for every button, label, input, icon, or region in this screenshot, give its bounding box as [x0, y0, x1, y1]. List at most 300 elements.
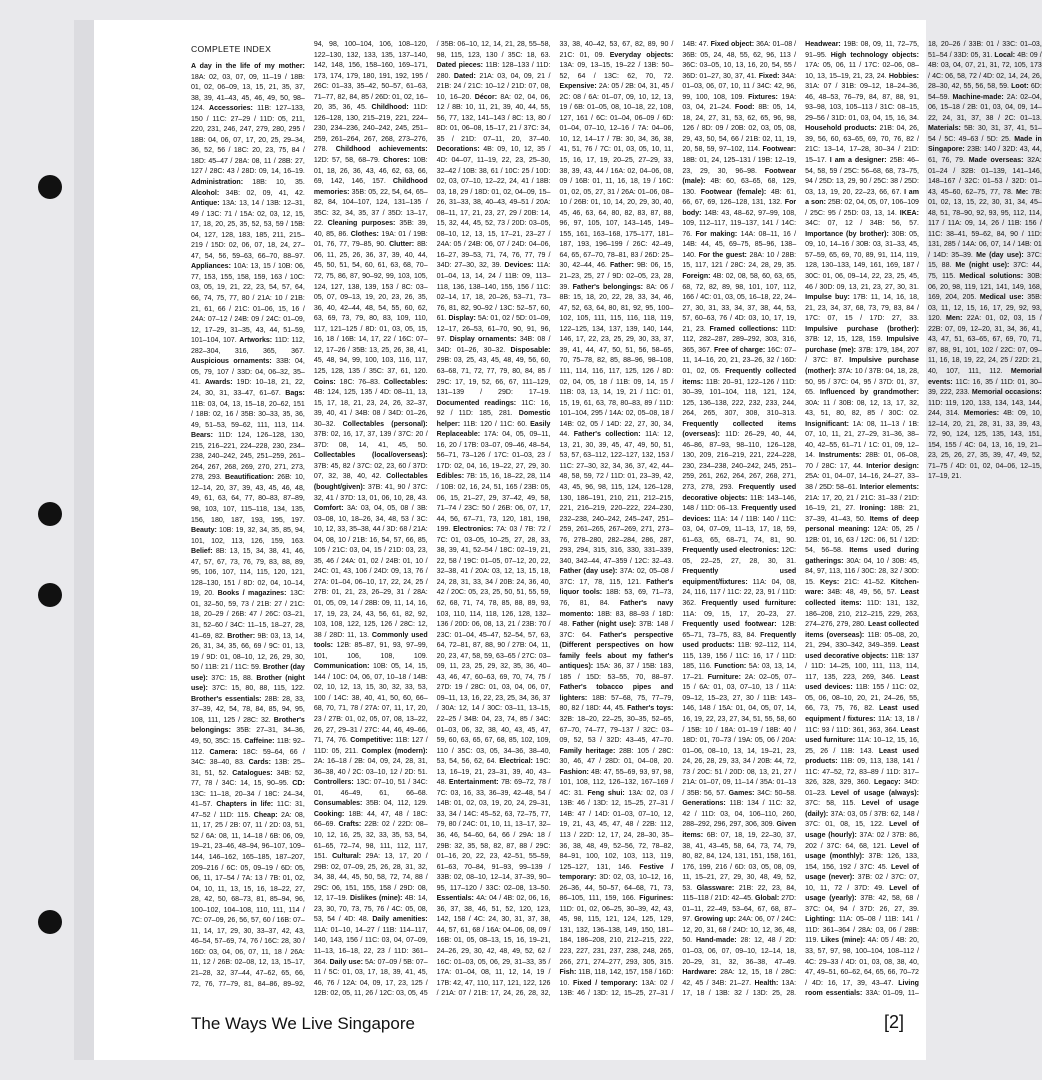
index-refs: 6B: 07, 18, 19, 22–30, 37, 38, 41, 43–45, 58, 64, 73, 74, 79, 80, 82, 84, 124, 131, 151, 158, 161, 176, 199, 216 / 6D: 03, 05, 08, 09, 11, 15–21, 27, 29, 30, 48, 49, 52, 53. — [682, 832, 797, 892]
index-refs: 36A: 01–08 / 36B: 05, 24, 48, 55, 62, 96, 113 / 36C: 03–05, 10, 13, 16, 20, 54, 55 / 36D: 01–27, 30, 37, 41. — [682, 41, 797, 80]
index-entry — [191, 179, 305, 186]
index-term: I am a designer: — [829, 157, 887, 165]
index-refs: 13C: 01, 32–50, 59, 73 / 21B: 27 / 21C: 18, 20–29 / 26B: 47 / 26C: 03–21, 31, 52–60 / 34C: 11–15, 18–27, 28, 41–69, 82. — [191, 590, 305, 640]
index-term: Least used devices: — [805, 673, 919, 692]
index-term: Living room essentials: — [805, 979, 919, 998]
index-term: Importance (by brother): — [805, 230, 889, 238]
index-refs: 23B: 140 / 32D: 43, 44, 61, 76, 79. — [927, 146, 1042, 165]
index-refs: 21B: 04, 26, 39, 56, 60, 63–65, 69, 70, 76, 82 / 21C: 13–14, 17–28, 30–34 / 21D: 15–17. — [805, 125, 919, 165]
index-term: Framed collections: — [709, 325, 778, 333]
index-term: Me: — [1015, 188, 1029, 196]
index-entry — [559, 83, 673, 269]
index-refs: 11C: 16, 35 / 11D: 01, 30–39, 222, 233. — [927, 378, 1042, 397]
index-term: Legacy: — [873, 779, 901, 787]
index-refs: 11B: 143–146, 148 / 11D: 06–13. — [682, 494, 797, 513]
index-refs: 7B: 01, 02, 13, 15, 22, 30, 31, 34, 45–48, 51, 78–90, 92, 93, 95, 112, 114, 117 / 11A: 09, 14, 26 / 11B: 156 / 11C: 38–41, 59–62, 84, 90 / 11D: 131, 285 / 14A: 06, 07, 14 / 14B: 01 / 14D: 35–39. — [927, 188, 1042, 259]
index-refs: 33B: 04, 05, 79, 107 / 33D: 04, 06–32, 35–41. — [191, 358, 305, 387]
index-term: Least collected items (overseas): — [805, 621, 919, 639]
index-refs: 11A: 01–04, 13, 14, 24 / 11B: 09, 113–118, 136, 138–140, 155, 156 / 11C: 02–14, 17, 18, 20–26, 53–71, 73–76, 81, 82, 90–92 / 13C: 52–57, 60, 61. — [436, 262, 551, 323]
index-term: Headwear: — [805, 41, 841, 48]
index-term: Footwear (female): — [700, 188, 767, 196]
index-refs: 18B: 83, 88–93 / 18D: 48. — [559, 610, 674, 629]
index-term: Least collected items: — [805, 589, 919, 607]
index-refs: 5B: 30, 31, 37, 41, 51–54 / 5C: 49–63 / 5D: 25. — [927, 125, 1042, 143]
index-refs: 5A: 07–09 / 5B: 07–11 / 5C: 01, 03, 17, 18, 39, 41, 45, 46, 76 / 12A: 04, 09, 17, 23, 125 / 12B: 02, 05, 11, 26 / 12C: 03, 05, 45 / 35B: 06–10, 12, 14, 21, 28, 55–58, 98, 115, 123, 130 / 35C: 18, 63. — [313, 41, 551, 998]
index-entry — [191, 190, 305, 197]
index-term: Feng shui: — [587, 789, 625, 797]
index-refs: 24A: 06, 07 / 24C: 12, 20, 31, 68 / 24D: 10, 12, 36, 48, 50. — [682, 916, 797, 945]
page-title: COMPLETE INDEX — [191, 44, 272, 54]
index-term: Hardware: — [682, 969, 717, 977]
index-entry — [682, 368, 796, 417]
index-refs: 1A: 08, 11–13 / 1B: 07, 10, 11, 21, 27–29, 31–36, 38–40, 42–55, 61–71 / 1C: 01, 09, 12–14. — [805, 420, 919, 460]
index-term: Awards: — [204, 379, 233, 387]
index-refs: 34A: 01–03, 06, 07, 10, 11 / 34C: 42, 96, 99, 100, 108, 109. — [682, 72, 797, 101]
index-refs: 37C: 15, 88. — [927, 251, 1042, 270]
index-term: Father (day use): — [559, 568, 618, 576]
index-refs: 4B: 09, 10, 12, 35 / 4D: 04–07, 11–19, 22, 23, 25–30, 32–42 / 10B: 38, 61 / 10C: 25 / 10D: 02, 03, 07–10, 12–22, 24, 41 / 18B: 03, 18, 29 / 18D: 01, 02, 04–09, 15–26, 31–33, 38, 40–43, 49–51 / 20A: 08–11, 17, 21, 23, 27, 29 / 20B: 14, 15, 32, 44, 45, 52, 73 / 20D: 03–05, 08–10, 12, 13, 15, 17–21, 23–27 / 24A: 05 / 24B: 06, 07 / 24D: 04–06, 16–27, 39–53, 71, 74, 76, 77, 79 / 34D: 27–30, 32, 39. — [436, 146, 551, 270]
index-refs: 21A: 03, 04, 09, 21 / 21B: 24 / 21C: 10–12 / 21D: 07, 08, 10, 16–20. — [436, 72, 551, 101]
index-refs: 33A: 01–09, 11–18, 20–26 / 33B: 01 / 33C: 01–03, 51–54 / 33D: 05, 31. — [865, 41, 1042, 998]
index-term: Frequently collected items (overseas): — [682, 420, 797, 439]
index-term: Memorial occasions: — [971, 389, 1042, 397]
index-term: Hobbies: — [888, 72, 919, 80]
index-term: Level of usage (always): — [830, 789, 919, 797]
index-term: Brother's belongings: — [191, 716, 305, 735]
index-refs: 18B: 21, 37–39, 41–43, 50. — [805, 505, 919, 523]
index-term: Household products: — [805, 125, 877, 133]
index-refs: 13A: 09, 13–15, 19–22 / 13B: 50–52, 64 / 13C: 62, 70, 72. — [559, 62, 674, 80]
index-refs: 14A: 08–11, 16 / 14B: 44, 45, 69–75, 85–96, 138–140. — [682, 230, 797, 259]
index-refs: 13C: 07–10, 51 / 34C: 01, 46–49, 61, 66–68. — [313, 779, 428, 797]
index-refs: 11B: 20–91, 122–126 / 11D: 30–39, 101–104, 118, 121, 124, 125, 136–138, 222, 232, 233, 244, 264, 265, 307, 308, 310–313. — [682, 378, 797, 418]
index-term: Level of usage (daily): — [805, 800, 919, 818]
index-refs: 11B: 92–112, 114, 115, 139, 156 / 11C: 16, 17 / 11D: 185, 116. — [682, 642, 797, 671]
index-term: Least used products: — [805, 747, 919, 766]
index-refs: 18B: 44, 47, 48 / 18C: 66–69. — [313, 810, 428, 829]
index-refs: 11C: 31, 47–52 / 11D: 115. — [191, 801, 305, 819]
index-refs: 11A: 12, 13, 21, 30, 39, 45, 47, 49, 50, 51, 53, 57, 63–112, 122–127, 132, 153 / 11C: 27–30, 32, 34, 36, 37, 42, 44–48, 58, 59, 72 / 11D: 01, 23–39, 42, 43, 45, 96, 98, 115, 124, 126–128, 130, 186–191, 210, 211, 212–215, 221, 216–219, 220–222, 224–230, 232–238, 240–242, 245–247, 251–259, 261–265, 267–269, 271, 273–76, 278–280, 282–284, 286, 287, 293, 294, 315, 316, 330, 331–339, 340, 342–44, 47–359 / 12C: 32–43. — [559, 431, 674, 565]
index-refs: 4B: 02, 08, 58, 60, 63, 65, 68, 72, 82, 89, 98, 101, 107, 112, 166 / 4C: 01, 03, 05, 16–18, 22, 24–27, 30, 31, 33, 34, 37, 38, 44, 53, 57, 60–63, 76 / 4D: 03, 10, 17, 19, 21, 23. — [682, 273, 797, 333]
index-refs: 4B: 60, 63–65, 68, 129, 130. — [682, 178, 797, 196]
index-refs: 2A: 16–18 / 2B: 04, 09, 24, 28, 31, 36–38, 40 / 2C: 03–10, 12 / 2D: 51. — [313, 758, 428, 776]
index-refs: 37B: 45, 82 / 37C: 02, 23, 60 / 37D: 07, 32, 38, 40, 42. — [313, 462, 428, 481]
index-refs: 11C: 16, 92 / 11D: 185, 281. — [436, 399, 551, 418]
index-entry — [437, 779, 551, 891]
index-refs: 5A: 01, 02 / 5D: 01–09, 12–17, 26–53, 61–70, 90, 91, 96, 97. — [436, 315, 551, 344]
index-refs: 28B: 105 / 28C: 30, 46, 47 / 28D: 01, 04–08, 20. — [559, 747, 674, 766]
index-term: For the guest: — [698, 251, 747, 259]
index-refs: 12A: 05, 25 / 12B: 01, 16, 63 / 12C: 06, 51 / 12D: 54, 56–58. — [805, 526, 919, 555]
index-term: Games: — [728, 789, 755, 797]
index-refs: 4A: 05 / 4B: 20, 33, 57, 97, 98, 100–104, 108–112 / 4C: 29–33 / 4D: 01, 03, 08, 38, 40, 47, 49–51, 60–62, 64, 65, 66, 70–72 / 4D: 16, 17, 39, 43–47. — [805, 937, 919, 987]
index-refs: 4B: 09, 10, 12–14, 20, 21, 28, 31, 33, 39, 43, 72, 90, 124, 125, 135, 143, 151, 154, 155 / 4C: 04, 13, 16, 19, 21–23, 25, 26, 27, 35, 39, 47, 49, 52, 71–75 / 4D: 01, 02, 04–06, 12–15, 17–19, 21. — [927, 410, 1042, 481]
index-term: Ironing: — [859, 505, 886, 513]
index-term: Display ornaments: — [449, 336, 517, 344]
index-entry — [314, 505, 428, 639]
index-entry — [805, 294, 919, 322]
index-entry — [682, 821, 796, 891]
index-term: Foreign: — [682, 273, 711, 281]
index-entry — [314, 800, 428, 807]
index-term: Local: — [994, 51, 1016, 59]
index-entry — [314, 241, 428, 375]
index-refs: 7A: 03 / 7B: 72 / 7C: 01, 03–05, 10–25, 27, 28, 33, 38, 39, 41, 52–54 / 18C: 02–19, 21, 22, 58 / 19C: 01–05, 07–12, 20, 22, 32–38, 41 / 20A: 03, 12, 13, 15, 18, 24, 28, 31, 33, 34 / 20B: 24, 36, 40, 42 / 20C: 05, 23, 25, 50, 51, 55, 59, 62, 68, 71, 74, 78, 85, 88, 89, 93, 103, 110, 114, 118, 126, 128, 132–136 / 20D: 06, 08, 13, 21 / 23B: 70 / 23C: 01–04, 45–47, 52–54, 57, 63, 64, 72–81, 87, 88, 90 / 27B: 04, 11, 20, 23, 47, 58, 59, 63–65 / 27C: 03–09, 11, 23, 25, 29, 32, 35, 36, 40–43, 46, 47, 60–63, 69, 70, 74, 75 / 27D: 19 / 28C: 01, 03, 04, 06, 07, 09–11, 13, 16, 22, 23, 25, 34, 36, 37 / 30A: 12, 14 / 30C: 03–11, 13–15, 22–25 / 34B: 04, 23, 74, 85 / 34C: 01–03, 06, 32, 38, 40, 43, 45, 47, 59, 60, 63, 65, 67, 68, 85, 102, 109, 110 / 35C: 03, 05, 34–36, 38–40, 53, 54, 56, 62, 64. — [436, 526, 551, 766]
index-refs: 34B: 02, 09, 41, 42. — [225, 189, 305, 197]
index-entry — [820, 579, 886, 586]
index-term: Family heritage: — [559, 747, 616, 755]
index-refs: 17A: 05, 06, 11 / 17C: 02–06, 08–10, 13, 15–19, 21, 23, 24. — [805, 62, 919, 80]
index-refs: 11D: 112, 282–287, 289–292, 303, 316, 365, 367. — [682, 325, 797, 354]
index-term: Items of deep personal meaning: — [805, 515, 919, 534]
index-refs: 37B: 42, 58, 68 / 37C: 04, 94 / 37D: 26, 27, 39. — [805, 895, 919, 913]
index-term: Display: — [448, 315, 476, 323]
index-term: Cards: — [248, 759, 271, 767]
index-refs: 11B: 127–133, 150 / 11C: 27–29 / 11D: 05, 211, 220, 231, 246, 247, 279, 280, 295 / 18B: 04, 06, 07, 17, 20, 25, 29–34, 36, 52, 56 / 18C: 20, 23, 75, 84 / 18D: 45–47 / 28A: 08, 11 / 28B: 27, 127 / 28C: 43 / 28D: 09, 14, 16–19. — [191, 105, 305, 176]
index-term: Crafts: — [338, 821, 362, 829]
index-refs: 19C: 13, 16–19, 21, 23–31, 39, 40, 43–48. — [436, 758, 551, 787]
index-refs: 13C: 11–18, 20–34 / 18C: 24–34, 41–57. — [191, 790, 305, 809]
index-entry — [191, 263, 305, 344]
index-refs: 11B: 128–133 / 11D: 280. — [436, 62, 551, 80]
index-term: Complex (modern): — [361, 747, 428, 755]
index-refs: 4B: 61, 66, 67, 69, 126–128, 131, 132. — [682, 188, 797, 207]
index-term: Bears: — [191, 432, 213, 440]
index-term: Alcohol: — [191, 189, 220, 197]
index-refs: 8A: 06 / 8B: 15, 18, 20, 22, 28, 33, 34, 46, 47, 52, 63, 64, 80, 81, 92, 95, 100–102, 105, 111, 115, 116, 118, 119, 122–125, 134, 137, 139, 140, 144, 146, 17, 22, 23, 25, 29, 30, 33, 37, 39, 41, 44, 47, 50, 51, 56, 58–65, 70, 75–78, 82, 85, 88–96, 98–108, 111, 114, 116, 117, 125, 126 / 8D: 02, 04, 05, 18 / 11B: 09, 14, 15 / 11B: 03, 13, 14, 19, 21 / 11C: 01, 15, 19, 61, 63, 78, 80–83, 89 / 11D: 101–104, 295 / 14A: 02, 05–08, 18 / 14B: 02, 05 / 14D: 22, 27, 30, 34, 44. — [559, 283, 674, 439]
index-entry — [559, 632, 673, 681]
index-term: Frequently used electronics: — [682, 547, 779, 555]
index-refs: 30A: 04, 10 / 30B: 45, 84, 97, 113, 116 / 30C: 28, 32 / 30D: 15. — [805, 557, 919, 586]
index-term: Controllers: — [313, 779, 354, 787]
index-refs: 29B: 03, 25, 43, 45, 48, 49, 56, 60, 63–68, 71, 72, 77, 79, 80, 84, 85 / 29C: 17, 19, 52, 66, 67, 111–129, 131–139 / 29D: 17–19. — [436, 357, 551, 397]
index-term: Accessories: — [209, 105, 253, 113]
index-term: Electronics: — [453, 526, 494, 534]
index-entry — [191, 527, 305, 545]
index-refs: 6D: 54–59. — [927, 83, 1042, 101]
index-term: Clutter: — [389, 241, 415, 249]
index-refs: 11B: 134 / 11C: 32, 42 / 11D: 03, 04, 106–110, 260, 288–292, 296, 297, 306, 309. — [682, 800, 797, 829]
index-refs: 34C: 07, 12 / 34B: 56, 57. — [805, 220, 919, 228]
index-refs: 30A: 11 / 30B: 08, 12, 13, 17, 32, 43, 51, 80, 82, 85 / 30C: 02. — [805, 399, 919, 418]
index-refs: 8B: 06, 11, 25, 26, 36, 37, 39, 40, 44, 45, 50, 51, 54, 60, 61, 63, 68, 70–72, 75, 86, 87, 90–92, 99, 103, 105, 124, 127, 138, 139, 153 / 8C: 03–05, 07, 09–13, 19, 20, 23, 26, 35, 36, 40, 42–44, 48, 54, 55, 60, 62, 63, 69, 73, 79, 80, 83, 109, 110, 117, 121–125 / 8D: 01, 03, 05, 15, 16, 18 / 16B: 14, 17, 22 / 16C: 07–12, 17–26 / 35B: 13, 25, 26, 38, 41, 45, 48, 94, 99, 100, 103, 116, 117, 125, 128, 135 / 35C: 37, 61, 120. — [313, 241, 428, 375]
index-entries — [191, 40, 1042, 1000]
index-refs: 34C: 50–58. — [757, 789, 797, 797]
index-refs: 37C: 15, 80, 88, 115, 122. — [212, 685, 305, 693]
index-refs: 22A: 01, 02, 03, 15 / 22B: 07, 09, 12–20, 31, 34, 36, 41, 43, 47, 51, 63–65, 67, 69, 70, 71, 87, 88, 91, 101, 102 / 22C: 07, 09–11, 16, 18, 19, 22, 24, 25 / 22D: 21, 40, 107, 111, 112. — [927, 315, 1042, 375]
index-refs: 16C: 07–11, 14–16, 20, 21, 23–26, 32 / 16D: 01, 02, 05. — [682, 346, 797, 375]
index-entry — [559, 790, 673, 871]
index-term: Level of usage (never): — [805, 863, 919, 882]
index-refs: 26B: 10, 12–14, 20, 37, 39, 43, 45, 46, 48, 49, 61, 63, 64, 77, 80–83, 87–89, 98, 103, 107, 115–118, 134, 135, 156, 180, 187, 193, 195, 197. — [191, 474, 305, 524]
index-entry — [682, 273, 796, 333]
index-term: Impulsive purchase (mother): — [805, 357, 919, 375]
index-term: Figurines: — [639, 895, 674, 903]
index-refs: 11B: 127 / 11D: 05, 211. — [313, 737, 428, 755]
index-refs: 37B: 126, 133, 154, 156, 192 / 37C: 45. — [805, 853, 919, 871]
binder-hole — [38, 175, 62, 199]
index-term: Auspicious ornaments: — [191, 358, 272, 366]
index-refs: 12B: 65–71, 73–75, 83, 84. — [682, 621, 797, 639]
index-term: Administration: — [191, 179, 244, 187]
index-refs: 2A: 02–04, 06, 15–18 / 2B: 01, 03, 04, 09, 14–22, 24, 31, 37, 38 / 2C: 01–13. — [927, 93, 1042, 122]
index-term: High technology objects: — [830, 51, 919, 59]
index-term: Interior elements: — [859, 483, 919, 491]
index-term: Least used equipment / fixtures: — [805, 705, 919, 723]
index-refs: 21B: 22, 23, 84, 115–118 / 21D: 42–45. — [682, 884, 797, 903]
index-refs: 18B: 53, 69, 71–73, 76, 81, 84. — [559, 589, 674, 607]
index-term: Hand-made: — [695, 937, 737, 945]
index-refs: 11B: 05–08, 20, 21, 294, 330–342, 349–359. — [805, 631, 919, 650]
index-refs: 28A: 10 / 28B: 15, 117, 121 / 28C: 24, 28, 29, 35. — [682, 251, 797, 270]
index-term: Antique: — [191, 200, 220, 208]
index-refs: 11A: 09, 15, 17, 20–23, 27. — [682, 610, 797, 618]
index-refs: 25B: 46–54, 58, 59 / 25C: 56–68, 68, 73–75, 94 / 25D: 13, 29, 90 / 25C: 38 / 25D: 03, 13, 19, 20, 22–23, 66, 67. — [805, 157, 919, 196]
index-refs: 10A: 13, 15 / 10B: 06, 77, 153, 155, 158, 159, 163 / 10C: 03, 05, 19, 21, 22, 23, 54, 57, 64, 66, 74, 75, 77, 80 / 21A: 10 / 21B: 21, 61, 66 / 21C: 01–06, 15, 16 / 24A: 07–12 / 24B: 09 / 24C: 01–09, 12, 17–29, 31–35, 43, 44, 51–59, 101–104, 107. — [191, 263, 305, 345]
index-term: Cultural: — [332, 853, 362, 861]
index-refs: 2A: 08, 11, 17, 25 / 2B: 07, 11 / 2D: 03, 51, 52 / 6A: 08, 11, 14–18 / 6B: 06, 09, 19–21, 23–46, 48–94, 96–107, 109–144, 146–162, 165–185, 187–207, 209–216 / 6C: 05, 09–19 / 6D: 05, 06, 11, 17–54 / 7A: 13 / 7B: 01, 02, 04, 10, 11, 13, 15, 16, 18–22, 27, 28, 42, 50, 68–73, 81, 85–94, 96, 100–102, 104–108, 110, 111, 114 / 7C: 07–09, 26, 56, 57, 60 / 16B: 07–11, 14, 17, 29, 30, 33–37, 42, 43, 46–54, 57–69, 74, 76 / 16C: 28, 30 / 16D: 03, 04, 06, 07, 11, 18 / 26A: 11, 12 / 26B: 02–08, 12, 13, 15–17, 21–28, 32, 37–44, 47–62, 65, 66, 72, 76, 77–79, 81, 84–86, 89–92, 94, 98, 100–104, 106, 108–120, 122–130, 132, 133, 135, 137–140, 142, 148, 156, 158–160, 169–171, 173, 174, 179, 180, 191, 192, 195 / 26C: 01–33, 35–42, 50–57, 61–63, 71–77, 82, 84, 85 / 26D: 01, 02, 16–20, 35, 36, 45. — [191, 41, 428, 988]
index-term: Father: — [609, 262, 634, 270]
index-refs: 35B: 03, 11, 12, 15, 16, 17, 29, 92, 93, 120. — [927, 294, 1042, 323]
index-refs: 12B: 85–87, 91, 93, 97–99, 101, 106, 108, 109. — [313, 642, 428, 660]
index-term: Beauty: — [191, 527, 217, 535]
index-refs: 11D: 01, 02, 06–25, 30–39, 42, 43, 45, 98, 115, 121, 124, 125, 129, 131, 132, 136–138, 149, 150, 181–184, 186–208, 210, 212–215, 222, 223, 227, 231, 237, 238, 248, 265, 266, 271, 274–277, 293, 305, 315. — [559, 905, 674, 966]
index-entry — [682, 600, 796, 618]
index-refs: 37C: 44, 75, 115. — [927, 262, 1042, 281]
index-term: Edibles: — [436, 473, 465, 481]
index-term: Frequently collected items: — [682, 367, 797, 386]
index-term: A day in the life of my mother: — [191, 63, 305, 70]
index-entry — [437, 94, 551, 143]
index-refs: 15A: 36, 37 / 15B: 183, 185 / 15D: 53–55, 70, 88–97. — [559, 663, 674, 681]
index-entry — [314, 379, 380, 386]
index-entry — [682, 189, 796, 207]
index-term: Given items: — [682, 821, 797, 840]
index-term: IKEA: — [899, 209, 919, 217]
index-term: Impulse buy: — [805, 294, 850, 302]
index-entry — [682, 674, 796, 797]
index-refs: 37B: 02 / 37C: 07, 10, 11, 72 / 37D: 49. — [805, 874, 919, 892]
index-columns — [191, 40, 1042, 1000]
index-refs: 3A: 03, 04, 05, 08 / 3B: 03–08, 10, 18–26, 34, 48, 53 / 3C: 10, 12, 33, 35–38, 44 / 3D: 68 / 21A: 04, 08, 10 / 21B: 16, 54, 57, 66, 85, 105 / 21C: 03, 04, 15 / 21D: 03, 23, 35, 46 / 24A: 01, 02 / 24B: 01, 10 / 24C: 01, 43, 106 / 24D: 09, 13, 76 / 27A: 01–04, 06–10, 17, 22, 24, 25 / 27B: 01, 21, 23, 26–29, 31 / 28A: 01, 05, 09, 14 / 28B: 09, 11, 14, 16, 17, 19, 23, 24, 43, 56, 61, 82, 92, 103, 108, 122, 125, 126 / 28C: 12, 38 / 28D: 11, 13. — [313, 505, 428, 639]
index-term: Caffeine: — [244, 738, 275, 745]
index-refs: 37A: 03, 05 / 37B: 62, 148 / 37C: 01, 08, 15, 122. — [805, 810, 919, 829]
index-term: Festive / temporary: — [559, 863, 674, 882]
index-term: Father's liquor tools: — [559, 578, 674, 597]
index-entry — [682, 937, 796, 965]
index-term: Father's navy momento: — [559, 599, 674, 618]
index-refs: 10B: 05, 14, 15, 144 / 10C: 04, 06, 07, 10–18 / 14B: 02, 10, 12, 13, 15, 30, 32, 33, 53, 100 / 14C: 38, 40, 41, 50, 60, 66–68, 70, 71, 78 / 27A: 07, 11, 17, 20, 23 / 27B: 01, 02, 05, 07, 08, 13–22, 26, 27, 29–31 / 27C: 44, 46, 49–66, 71, 74, 76. — [313, 663, 428, 745]
index-entry — [437, 473, 551, 533]
index-refs: 14B: 43, 48–62, 97–99, 108, 109, 112–117, 119–137, 141 / 14C: 76. — [682, 209, 797, 238]
index-term: I am a son: — [805, 188, 919, 207]
index-refs: 18B: 10, 35. — [252, 179, 305, 187]
index-refs: 34B: 48, 49, 56, 57. — [827, 589, 897, 597]
index-refs: 30B: 06, 20, 98, 119, 121, 141, 149, 168, 169, 204, 205. — [927, 273, 1042, 302]
index-term: Cheap: — [253, 811, 278, 819]
index-term: Men: — [945, 315, 963, 323]
index-term: Childhood: — [371, 104, 409, 112]
index-term: Artworks: — [239, 337, 273, 345]
index-term: Childhood achievements: — [335, 146, 428, 154]
index-refs: 13A: 02 / 13B: 46 / 13D: 12, 15–25, 27–31 / 14B: 47. — [559, 41, 709, 998]
index-refs: 37B: 148 / 37C: 64. — [559, 621, 674, 639]
index-refs: 4B: 124, 125, 135 / 4D: 08–11, 13, 15, 17, 18, 21, 23, 24, 26, 32–37, 39, 40, 41 / 34B: 08 / 34D: 01–26, 30–32. — [313, 389, 428, 428]
index-refs: 25B: 02, 04, 05, 07, 106–109 / 25C: 95 / 25D: 03, 13, 14. — [805, 199, 919, 217]
index-term: Fashion: — [559, 768, 589, 776]
index-refs: 18A: 02, 03, 07, 09, 11–19 / 18B: 01, 02, 06–09, 13, 15, 21, 35, 37, 38, 39, 41–43, 45, 46, 49, 50, 98–124. — [191, 73, 305, 113]
index-term: Collectables (personal): — [342, 420, 428, 428]
index-term: Communication: — [313, 663, 370, 671]
index-entry — [437, 347, 551, 396]
index-refs: 19A: 01 / 19B: 01, 76, 77, 79–85, 90. — [313, 230, 428, 249]
index-entry — [191, 200, 305, 260]
book-title: The Ways We Live Singapore — [191, 1014, 415, 1033]
index-term: Fixtures: — [748, 93, 778, 101]
index-term: Bags: — [285, 389, 305, 397]
index-term: Memories: — [963, 410, 1000, 418]
index-term: Chores: — [383, 157, 410, 165]
index-refs: 18B: 01, 24, 125–131 / 19B: 12–19, 23, 29, 30, 96–98. — [682, 157, 797, 175]
index-term: Decorations: — [436, 146, 480, 154]
index-term: Materials: — [927, 125, 961, 133]
index-refs: 32B: 18–20, 22–25, 30–35, 52–65, 67–70, 74–77, 79–137 / 32C: 03–09, 52, 53 / 32D: 43–45, 47–70. — [559, 716, 674, 745]
index-term: Brother's essentials: — [191, 695, 262, 703]
index-refs: 8B: 13, 15, 34, 38, 41, 46, 47, 57, 67, 73, 76, 79, 83, 88, 89, 95, 106, 107, 114, 115, 120, 121, 128–130, 151 / 8D: 02, 04, 10–14, 19, 20. — [191, 548, 305, 598]
index-entry — [559, 284, 673, 439]
index-entry — [437, 262, 551, 322]
index-term: Dislikes (mine): — [349, 895, 403, 903]
index-term: Electrical: — [499, 758, 533, 766]
index-entry — [191, 105, 305, 175]
index-refs: 37B: 179, 184, 207 / 37C: 87. — [805, 346, 919, 365]
index-refs: 12C: 05, 22–25, 27, 28, 30, 31. — [682, 547, 797, 565]
index-entry — [729, 790, 796, 797]
index-term: Appliances: — [191, 263, 231, 271]
index-refs: 22B: 02 / 22D: 08–10, 12, 16, 25, 32, 33, 35, 53, 54, 61–65, 72–74, 98, 111, 112, 117, 151. — [313, 821, 428, 861]
index-refs: 11D: 26–29, 40, 44, 46–86, 87–93, 98–110, 126–128, 130, 209, 216–219, 221, 224–228, 230, 234–238, 240–242, 245, 251–259, 261, 262, 264, 267, 268, 271, 273, 278, 293. — [682, 431, 797, 491]
index-refs: 4B: 47, 55–69, 93, 97, 98, 101, 108, 112, 126–132, 167–169 / 4C: 31. — [559, 768, 674, 797]
index-term: Level of usage (yearly): — [805, 884, 919, 903]
index-term: Function: — [714, 663, 747, 671]
index-refs: 3D: 02, 03, 10–12, 16, 26–36, 44, 50–57, 64–68, 71, 73, 86–105, 111, 159, 166. — [559, 874, 674, 903]
index-term: Father's belongings: — [572, 283, 643, 291]
index-refs: 11B: 09, 113, 138, 141 / 11C: 47–52, 72, 83–89 / 11D: 317–326, 328, 329, 360. — [805, 758, 919, 787]
index-term: Father's perspective (Different perspectives on how family feels about my father's antiques): — [559, 631, 674, 671]
index-entry — [682, 252, 796, 270]
index-refs: 2A: 02–05, 07–15 / 6A: 01, 03, 07–10, 13 / 11A: 09–12, 15–23, 27, 30 / 11B: 143–146, 148 / 15A: 01, 04, 05, 07, 14, 16, 19, 22, 23, 27, 34, 51, 55, 58, 60 / 15B: 10 / 18A: 01–19 / 18B: 40 / 18D: 01, 70–73 / 19A: 05, 06 / 20A: 01–06, 08–10, 13, 14, 19–21, 23, 24, 26, 28, 29, 33, 34 / 20B: 44, 72, 73 / 20C: 51 / 20D: 08, 13, 21, 27 / 21A: 01–07, 09, 11–14 / 35A: 01–13 / 35B: 56, 57. — [682, 673, 797, 797]
index-refs: 11A: 10–12, 15, 16, 25, 26 / 11B: 143. — [805, 737, 919, 755]
index-refs: 37B: 02, 16, 17, 37, 139 / 37C: 20 / 37D: 08, 14, 41, 45, 50. — [313, 431, 428, 449]
index-refs: 12D: 57, 58, 68–79. — [313, 157, 380, 165]
index-term: Collectables (bought/given): — [313, 473, 428, 491]
index-refs: 4B: 09 / 4B: 03, 04, 07, 21, 31, 72, 105, 173 / 4C: 06, 58, 72 / 4D: 02, 14, 24, 26, 28–30, 42, 55, 56, 58, 59. — [927, 51, 1042, 91]
index-term: Belief: — [191, 548, 213, 556]
index-term: Camera: — [209, 748, 238, 756]
index-term: Least used decorative objects: — [805, 642, 919, 660]
index-term: Domestic helper: — [436, 410, 551, 428]
index-term: Cooking: — [313, 810, 345, 818]
index-entry — [805, 389, 919, 417]
index-term: Furniture: — [707, 673, 741, 681]
index-entry — [805, 231, 919, 291]
index-entry — [314, 663, 428, 744]
index-refs: 7B: 15, 16, 18–22, 28, 114 / 10B: 02, 16, 24, 51, 165 / 23B: 05, 06, 15, 21–27, 29, 37–42, 49, 58, 71–74 / 23C: 50 / 26B: 06, 07, 17, 44, 56, 67–71, 73, 120, 181, 198, 199. — [436, 473, 551, 534]
binding-margin — [74, 20, 94, 1060]
index-refs: 9B: 03, 13, 14, 26, 31, 34, 35, 66, 69 / 9C: 01, 13, 19 / 9D: 01, 08–10, 12, 26, 29, 30, 50 / 11B: 21 / 11C: 59. — [191, 632, 305, 672]
index-entry — [314, 779, 428, 797]
index-refs: 11B, 118, 142, 157, 158 / 16D: 10. — [559, 969, 674, 987]
index-term: Medical solutions: — [959, 273, 1024, 281]
index-term: Items used during gatherings: — [805, 547, 919, 565]
index-entry — [682, 421, 796, 491]
index-term: Machine-made: — [952, 93, 1004, 101]
index-term: Likes (mine): — [820, 937, 866, 945]
index-term: Entertainment: — [448, 779, 499, 787]
index-entry — [437, 146, 551, 269]
index-refs: 11B: 137 / 11D: 14–25, 100, 111, 113, 114, 117, 135, 223, 269, 346. — [805, 652, 919, 681]
index-term: Books / magazines: — [217, 590, 287, 598]
index-term: Frequently used footwear: — [682, 621, 777, 629]
index-refs: 11D: 112, 282–304, 316, 365, 367. — [191, 337, 305, 355]
index-term: Medical use: — [979, 294, 1024, 302]
index-term: Keys: — [819, 578, 840, 586]
index-term: Fixed object: — [710, 41, 755, 48]
index-term: Influenced by grandmother: — [819, 389, 919, 397]
index-entry — [928, 315, 1042, 375]
index-refs: 30B: 05, 09, 10, 14–16 / 30B: 03, 31–33, 45, 57–59, 65, 69, 70, 89, 91, 114, 119, 128, 130–133, 149, 161, 169, 187 / 30C: 01, 06, 09–14, 22, 23, 25, 45, 46 / 30D: 09, 13, 21, 23, 27, 30, 31. — [805, 230, 919, 291]
index-term: Father (night use): — [572, 621, 637, 629]
index-term: Father's toys: — [627, 705, 674, 713]
index-term: Frequently used decorative objects: — [682, 483, 797, 502]
index-refs: 35B: 05, 22, 54, 64, 65–82, 84, 104–107, 124, 131–135 / 35C: 32, 34, 35, 37 / 35D: 13–17, 22. — [313, 188, 428, 228]
index-refs: 34B: 08 / 34D: 01–26, 30–32. — [436, 336, 551, 354]
index-entry — [559, 431, 673, 565]
index-term: Frequently used devices: — [682, 505, 797, 523]
index-term: Collectables (local/overseas): — [313, 452, 428, 460]
index-term: Easily Replaceable: — [436, 420, 551, 439]
index-term: Impulsive purchase (me): — [805, 336, 919, 354]
index-refs: 11B: 120 / 11C: 60. — [463, 420, 528, 428]
index-refs: 19B: 08, 09, 11, 72–75, 91–95. — [805, 41, 919, 59]
index-term: Free of charge: — [714, 346, 766, 354]
index-refs: 35B: 27–31, 34–36, 49, 50, 35C: 15. — [191, 727, 305, 745]
index-refs: 37B: 12, 15, 128, 159. — [805, 336, 883, 344]
index-term: Cleaning purposes: — [327, 220, 396, 228]
index-term: Expensive: — [559, 83, 597, 91]
index-term: Fixed / temporary: — [573, 979, 638, 987]
index-refs: 37C: 15, 88. — [211, 674, 253, 682]
index-refs: 10B: 01, 18, 26, 36, 43, 46, 62, 63, 66, 69, 142, 146, 157. — [313, 157, 428, 186]
index-term: Global: — [754, 895, 780, 903]
index-refs: 13A: 02, 03 / 13B: 46 / 13D: 12, 15–25, 27–31 / 14B: 47 / 14D: 01–03, 07–10, 12, 19, 21, 43, 45, 47, 48 / 22B: 112, 113 / 22D: 12, 17, 24, 28–30, 35–36, 38, 48, 49, 52–56, 72, 78–82, 84–91, 100, 102, 103, 113, 119, 125–127, 131, 146. — [559, 789, 674, 871]
index-term: Frequently used furniture: — [701, 599, 797, 607]
index-term: Fixed: — [758, 72, 780, 80]
index-term: Coins: — [313, 378, 336, 386]
index-refs: 17A: 04, 05, 09–11, 16, 20 / 17B: 03–07, 09–46, 48–54, 56–71, 73–126 / 17C: 01–03, 23 / 17D: 02, 04, 16, 19–22, 27, 29, 30. — [436, 431, 551, 470]
index-refs: 34B: 52, 77, 78 / 34C: 14, 15, 90–95. — [191, 769, 305, 788]
index-term: Brother: — [227, 632, 256, 640]
index-refs: 28: 12, 48 / 2D: 01–03, 06, 07, 09–10, 12–14, 18, 20–29, 31, 32, 36–38, 47–49. — [682, 937, 797, 966]
index-refs: 37A: 02, 05–08 / 37C: 17, 78, 115, 121. — [559, 568, 674, 586]
index-term: Least used furniture: — [805, 726, 919, 745]
index-refs: 31A: 07 / 31B: 09–12, 18–24–36, 46, 48–53, 76–79, 84, 87, 88, 91, 93–98, 103, 105–113 / 31C: 08–15, 29–56 / 31D: 01, 03, 04, 15, 16, 34. — [805, 83, 919, 122]
index-refs: 18B: 57–68, 75, 77–79, 80, 82 / 18D: 44, 45. — [559, 694, 674, 713]
index-term: Footwear: — [762, 146, 797, 154]
index-term: Lighting: — [805, 916, 836, 924]
index-term: Father's collection: — [573, 431, 641, 439]
index-term: Glassware: — [696, 884, 735, 892]
